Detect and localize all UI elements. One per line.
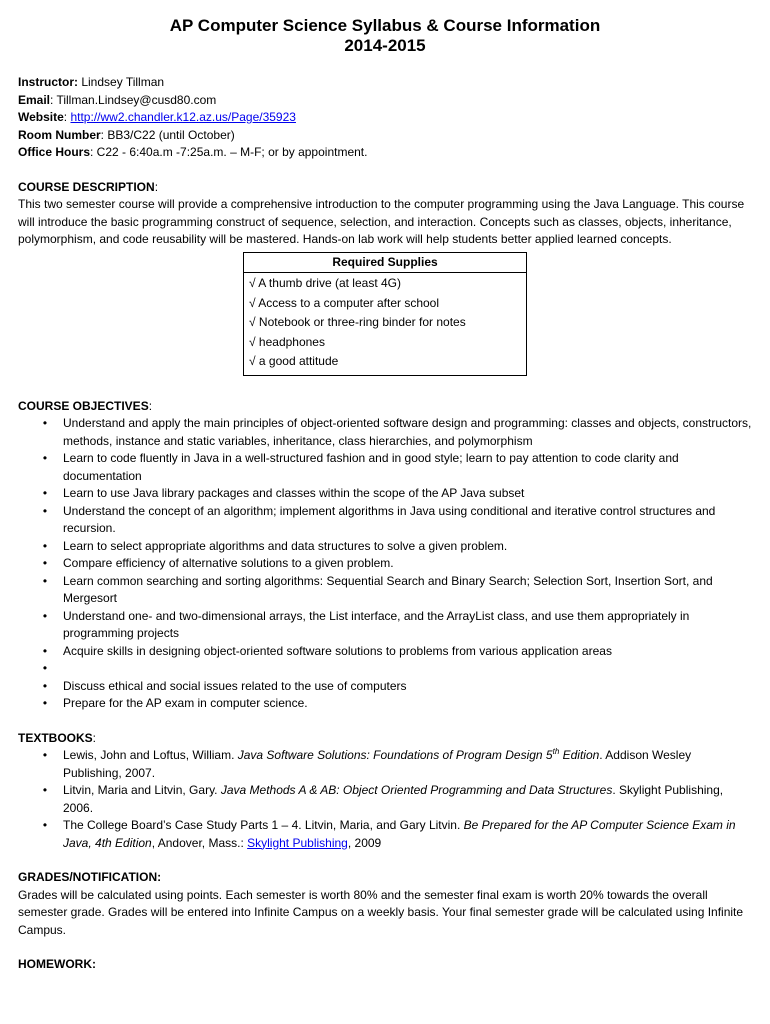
objective-text: Acquire skills in designing object-oriented software solutions to problems from various application areas: [63, 643, 612, 658]
bullet-icon: •: [42, 416, 48, 430]
list-item: [18, 747, 752, 782]
instructor-label: Instructor:: [18, 75, 78, 89]
instructor-value: Lindsey Tillman: [78, 75, 165, 89]
bullet-icon: •: [42, 748, 48, 762]
objectives-list: [18, 415, 752, 713]
book-1-title: Java Software Solutions: Foundations of Program Design 5: [237, 748, 553, 762]
grades-heading: GRADES/NOTIFICATION:: [18, 870, 162, 884]
bullet-icon: •: [42, 503, 48, 518]
supplies-heading: Required Supplies: [244, 252, 527, 273]
bullet-icon: •: [42, 556, 48, 570]
book-1-superscript: th: [552, 747, 560, 756]
objective-text: Discuss ethical and social issues related to the use of computers: [63, 678, 407, 693]
objective-text: Learn to code fluently in Java in a well-structured fashion and in good style; learn to pay attention to code clarity and documentation: [63, 451, 679, 483]
list-item: [18, 678, 752, 696]
book-3-edition: , 4th Edition: [88, 835, 152, 850]
office-hours-label: Office Hours: [18, 145, 91, 159]
skylight-publishing-link[interactable]: Skylight Publishing: [247, 835, 348, 850]
email-value: : Tillman.Lindsey@cusd80.com: [50, 92, 217, 107]
objective-text: Prepare for the AP exam in computer science.: [63, 696, 308, 710]
office-hours-value: : C22 - 6:40a.m -7:25a.m. – M-F; or by appointment.: [90, 145, 368, 159]
website-row: [18, 109, 752, 127]
list-item: [18, 660, 752, 678]
book-2-authors: Litvin, Maria and Litvin, Gary.: [63, 783, 221, 797]
title-line-2: 2014-2015: [344, 36, 426, 55]
grades-section: [18, 869, 752, 939]
email-label: Email: [18, 92, 51, 107]
textbooks-heading: TEXTBOOKS: [18, 730, 93, 745]
supply-item: √ headphones: [249, 334, 325, 349]
book-3-location: , Andover, Mass.:: [151, 835, 248, 850]
bullet-icon: •: [42, 608, 48, 623]
title-line-1: AP Computer Science Syllabus & Course Information: [169, 16, 601, 35]
list-item: [18, 555, 752, 573]
objective-text: Understand the concept of an algorithm; implement algorithms in Java using conditional and iterative control structures and recursion.: [63, 503, 716, 535]
book-3-authors: The College Board’s Case Study Parts 1 – 4. Litvin, Maria, and Gary Litvin.: [63, 818, 464, 832]
bullet-icon: •: [42, 818, 48, 832]
bullet-icon: •: [42, 661, 48, 675]
supply-item: √ Notebook or three-ring binder for notes: [249, 315, 466, 329]
list-item: [18, 817, 752, 852]
list-item: [18, 538, 752, 556]
supplies-list: [244, 273, 527, 376]
bullet-icon: •: [42, 696, 48, 710]
bullet-icon: •: [42, 783, 48, 797]
course-objectives-colon: :: [148, 398, 153, 413]
objective-text: Learn to use Java library packages and classes within the scope of the AP Java subset: [63, 486, 525, 500]
supply-item: √ Access to a computer after school: [249, 295, 440, 310]
room-number-value: : BB3/C22 (until October): [100, 127, 235, 142]
list-item: [18, 643, 752, 661]
homework-section: [18, 956, 752, 974]
objective-text: Understand and apply the main principles of object-oriented software design and programming: classes and objects, constructors, methods, instance and static variables, inheritance, class hierarchies, and polymorphism: [63, 416, 752, 448]
course-description-colon: :: [154, 179, 159, 194]
room-number-row: [18, 127, 752, 145]
course-description-section: [18, 179, 752, 249]
book-2-title: Java Methods A & AB: Object Oriented Programming and Data Structures: [220, 783, 613, 797]
instructor-row: [18, 74, 752, 92]
book-3-title: Be Prepared for the AP Computer Science Exam in Java: [63, 818, 736, 850]
bullet-icon: •: [42, 538, 48, 553]
book-1-publisher: . Addison Wesley Publishing, 2007.: [63, 748, 692, 780]
course-objectives-section: [18, 398, 752, 713]
bullet-icon: •: [42, 678, 48, 693]
document-title: [18, 16, 752, 56]
website-label: Website: [18, 110, 64, 124]
list-item: [18, 450, 752, 485]
book-1-authors: Lewis, John and Loftus, William.: [63, 748, 238, 762]
list-item: [18, 782, 752, 817]
homework-heading: HOMEWORK:: [18, 957, 96, 971]
course-description-text: This two semester course will provide a comprehensive introduction to the computer programming using the Java Language. This course will introduce the basic programming construct of sequence, selection, and interaction. Concepts such as classes, objects, inheritance, polymorphism, and code reusability will be mastered. Hands-on lab work will help students better applied learned concepts.: [18, 197, 745, 246]
room-number-label: Room Number: [18, 127, 101, 142]
website-separator: :: [63, 110, 71, 124]
supply-item: √ a good attitude: [249, 354, 339, 368]
bullet-icon: •: [42, 486, 48, 500]
book-2-publisher: . Skylight Publishing, 2006.: [63, 783, 724, 815]
list-item: [18, 485, 752, 503]
textbooks-list: [18, 747, 752, 852]
bullet-icon: •: [42, 573, 48, 588]
list-item: [18, 503, 752, 538]
book-3-year: , 2009: [347, 835, 382, 850]
textbooks-colon: :: [92, 730, 97, 745]
objective-text: Understand one- and two-dimensional arrays, the List interface, and the ArrayList class, and use them appropriately in programming projects: [63, 608, 690, 640]
list-item: [18, 415, 752, 450]
objective-text: Learn common searching and sorting algorithms: Sequential Search and Binary Search; Selection Sort, Insertion Sort, and Mergesort: [63, 573, 713, 605]
textbooks-section: [18, 730, 752, 853]
list-item: [18, 573, 752, 608]
book-1-edition: Edition: [559, 748, 600, 762]
course-objectives-heading: COURSE OBJECTIVES: [18, 398, 149, 413]
objective-text: Compare efficiency of alternative solutions to a given problem.: [63, 556, 394, 570]
list-item: [18, 695, 752, 713]
office-hours-row: [18, 144, 752, 162]
course-description-heading: COURSE DESCRIPTION: [18, 179, 155, 194]
website-link[interactable]: http://ww2.chandler.k12.az.us/Page/35923: [70, 110, 296, 124]
email-row: [18, 92, 752, 110]
required-supplies-table: [243, 252, 527, 376]
list-item: [18, 608, 752, 643]
bullet-icon: •: [42, 643, 48, 658]
objective-text: Learn to select appropriate algorithms and data structures to solve a given problem.: [63, 538, 508, 553]
instructor-info: [18, 74, 752, 162]
bullet-icon: •: [42, 451, 48, 465]
grades-text: Grades will be calculated using points. Each semester is worth 80% and the semester final exam is worth 20% towards the overall semester grade. Grades will be entered into Infinite Campus on a weekly basis. Your final semester grade will be calculated using Infinite Campus.: [18, 887, 744, 937]
supply-item: √ A thumb drive (at least 4G): [249, 276, 401, 290]
